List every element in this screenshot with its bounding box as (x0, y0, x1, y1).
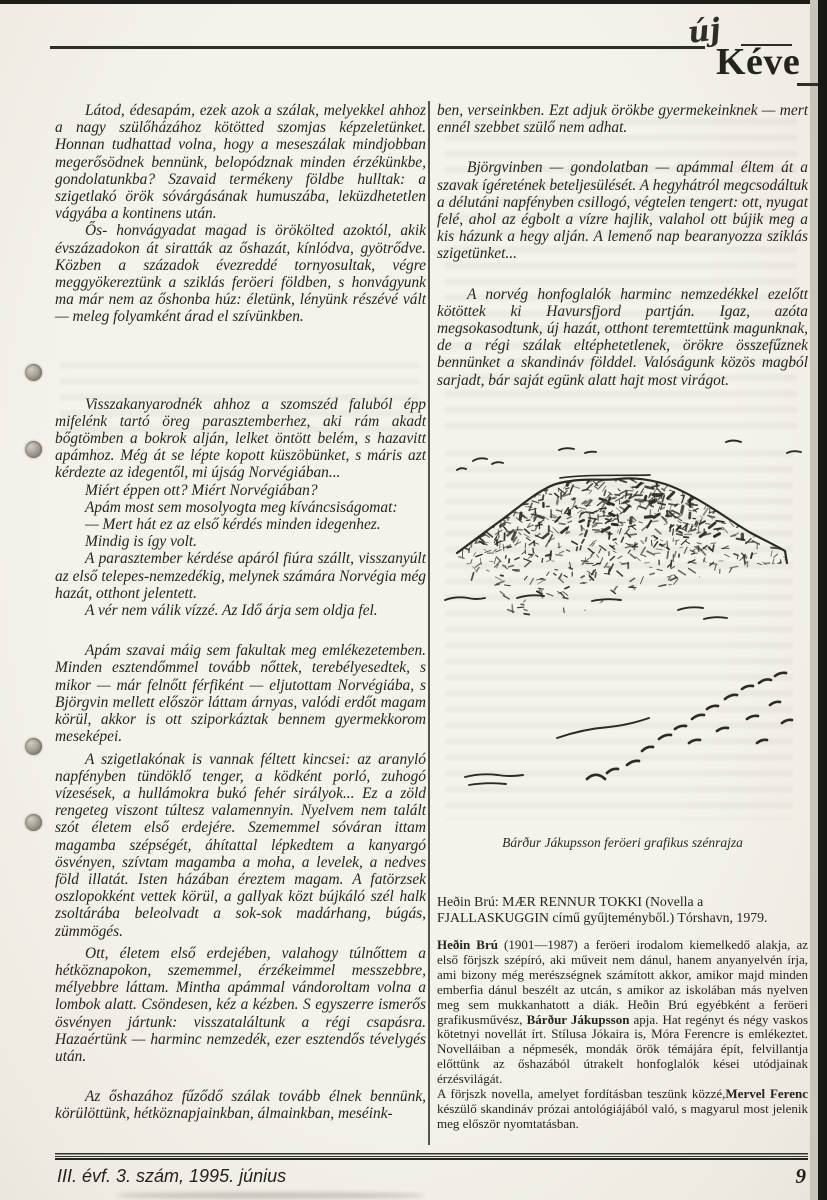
article-paragraph: Ott, életem első erdejében, valahogy túlnőttem a hétköznapokon, szememmel, érzékeimmel messzebbre, mélyebbre láttam. Mintha apámmal vándoroltam volna a lombok alatt. Csöndesen, kéz a kézben. S egyszerre ismerős ösvényen jártunk: visszataláltunk a régi csapásra. Hazaértünk — harminc nemzedék, ezer esztendős tévelygés után. (55, 944, 426, 1065)
article-paragraph: Miért éppen ott? Miért Norvégiában? (85, 481, 318, 499)
mountain-ridge-line (457, 478, 787, 563)
scan-edge-right (818, 0, 827, 1200)
bio-paragraph (437, 1087, 808, 1132)
article-paragraph: Apám most sem mosolyogta meg kíváncsiságomat: (85, 498, 398, 516)
issue-info: III. évf. 3. szám, 1995. június (57, 1166, 287, 1186)
wave-dashes (445, 595, 727, 785)
magazine-logo: Kéve (716, 41, 801, 83)
article-paragraph: Visszakanyarodnék ahhoz a szomszéd faluból épp mifelénk tartó öreg parasztemberhez, aki rám akadt bőgtömben a bokrok alján, lelket öntött belém, s hazavitt apámhoz. Még át se lépte kopott küszöbünket, s máris azt kérdezte az idegentől, mi újság Norvégiában... (55, 395, 426, 482)
bio-text: A förjszk novella, amelyet fordításban teszünk közzé, (437, 1086, 726, 1102)
article-paragraph: A parasztember kérdése apáról fiúra szállt, visszanyúlt az első telepes-nemzedékig, melynek számára Norvégia még hazát, otthont jelentett. (55, 550, 426, 602)
bio-text: (1901—1987) a feröeri irodalom kiemelkedő alakja, az első förjszk szépíró, aki műveit nem dánul, hanem anyanyelvén írja, ami bizony még merészségnek számított akkor, amikor majd minden emberfia dánul beszélt az utcán, s amikor az iskolában más nyelven meg sem mukkanhatott a diák. Heðin Brú egyébként a feröeri grafikusművész, (437, 937, 808, 1027)
article-paragraph: Björgvinben — gondolatban — apámmal éltem át a szavak ígéretének beteljesülését. A hegyhátról megcsodáltuk a délutáni napfényben csillogó, végtelen tengert: ott, nyugat felé, ahol az égbolt a vízre hajlik, valahol ott bújik meg a kis házunk a hegy alján. A lemenő nap bearanyozza sziklás szigetünket... (437, 159, 808, 263)
scan-edge-right-shadow (810, 0, 818, 1200)
header-rule (50, 46, 705, 49)
article-paragraph: ben, verseinkben. Ezt adjuk örökbe gyermekeinknek — mert ennél szebbet szülő nem adhat. (437, 102, 808, 137)
article-paragraph: Apám szavai máig sem fakultak meg emlékezetemben. Minden esztendőmmel tovább nőttek, terebélyesedtek, s mikor — már felnőtt férfiként — eljutottam Norvégiába, s Björgvin mellett először láttam árnyas, valódi erdőt magam körül, akkor is ott sziporkáztak bennem gyermekkorom meseképei. (55, 642, 426, 746)
footer-rule (55, 1153, 808, 1160)
sky-birds (457, 441, 801, 471)
left-column (55, 102, 426, 1123)
scan-edge-top (0, 0, 827, 4)
column-divider (428, 101, 430, 1145)
article-paragraph: — Mert hát ez az első kérdés minden idegenhez. (85, 516, 381, 534)
article-paragraph: A vér nem válik vízzé. Az Idő árja sem oldja fel. (85, 602, 378, 620)
bio-paragraph (437, 938, 808, 1087)
artist-name: Bárður Jákupsson (526, 1011, 630, 1027)
author-name: Heðin Brú (437, 937, 498, 952)
figure-caption: Bárður Jákupsson feröeri grafikus szénrajza (502, 835, 743, 850)
article-paragraph: Mindig is így volt. (85, 533, 197, 551)
binding-hole (25, 364, 42, 381)
binding-hole (25, 441, 42, 458)
mountain-charcoal-drawing (437, 433, 808, 833)
right-column (437, 102, 808, 389)
article-paragraph: Látod, édesapám, ezek azok a szálak, melyekkel ahhoz a nagy szülőházához kötötted szomjas képzeletünket. Honnan tudhattad volna, hogy a meseszálak mindjobban megerősödnek bennünk, belopódznak minden érzékünkbe, gondolatunkba? Szavaid termékeny földbe hulltak: a szigetlakó örök sóvárgásának humuszába, leküzdhetetlen vágyába a kontinens után. (55, 102, 426, 223)
mountain-upper-ridge-line (560, 475, 650, 478)
bio-text: apja. Hat regényt és négy vaskos kötetnyi novellát írt. Stílusa Jókaira is, Móra Ferencre is emlékeztet. Novelláiban a népmesék, mondák örök témájára épít, felvillantja előttünk az őshazából útrakelt honfoglalók kései utódjainak érzésvilágát. (437, 1011, 809, 1087)
figure (437, 433, 808, 851)
article-paragraph: Ős- honvágyadat magad is örökölted azoktól, akik évszázadokon át siratták az őshazát, kínlódva, gyötrődve. Közben a századok évezreddé tornyosultak, végre meggyökereztünk a sziklás feröeri földben, s honvágyunk ma már nem az őshonba húz: életünk, lényünk részévé vált — meleg folyamként árad el szívünkben. (55, 222, 426, 326)
page-number: 9 (795, 1164, 806, 1188)
binding-hole (25, 814, 42, 831)
scan-smudge (115, 1192, 425, 1199)
article-paragraph: A norvég honfoglalók harminc nemzedékkel ezelőtt kötöttek ki Havursfjord partján. Igaz, azóta megsokasodtunk, új hazát, otthont teremtettünk magunknak, de a régi szálak eltéphetetlenek, örökre összefűznek bennünket a skandináv földdel. Valóságunk közös magból sarjadt, bár saját egünk alatt hajt most virágot. (437, 285, 808, 389)
translator-name: Mervel Ferenc (725, 1086, 808, 1102)
author-bio (437, 938, 808, 1132)
source-note: Heðin Brú: MÆR RENNUR TOKKI (Novella a FJALLASKUGGIN című gyűjteményből.) Tórshavn, 1979. (437, 894, 768, 925)
mountain-shading (455, 469, 791, 627)
binding-hole (25, 738, 42, 755)
bio-text: készülő skandináv prózai antológiájából való, s magyarul most jelenik meg először nyomtatásban. (437, 1100, 808, 1131)
article-paragraph: Az őshazához fűződő szálak tovább élnek bennünk, körülöttünk, hétköznapjainkban, álmainkban, meséink- (55, 1088, 426, 1123)
magazine-logo-prefix: új (685, 12, 723, 51)
article-paragraph: A szigetlakónak is vannak féltett kincsei: az aranyló napfényben tündöklő tenger, a ködként porló, zuhogó vízesések, a hullámokra bukó fehér sirályok... Ez a zöld rengeteg viszont túltesz valamennyin. Nyelvem nem talált szót életem első erdejére. Szememmel sóváran ittam magamba szépségét, áhítattal lépkedtem a kanyargó ösvényen, szívtam magamba a moha, a levelek, a nedves föld illatát. Isten házában éreztem magam. A fatörzsek oszlopokként vettek körül, a gallyak közt bújkáló szél halk zsoltárába beleolvadt a sok-sok madárhang, búgás, zümmögés. (55, 750, 426, 940)
